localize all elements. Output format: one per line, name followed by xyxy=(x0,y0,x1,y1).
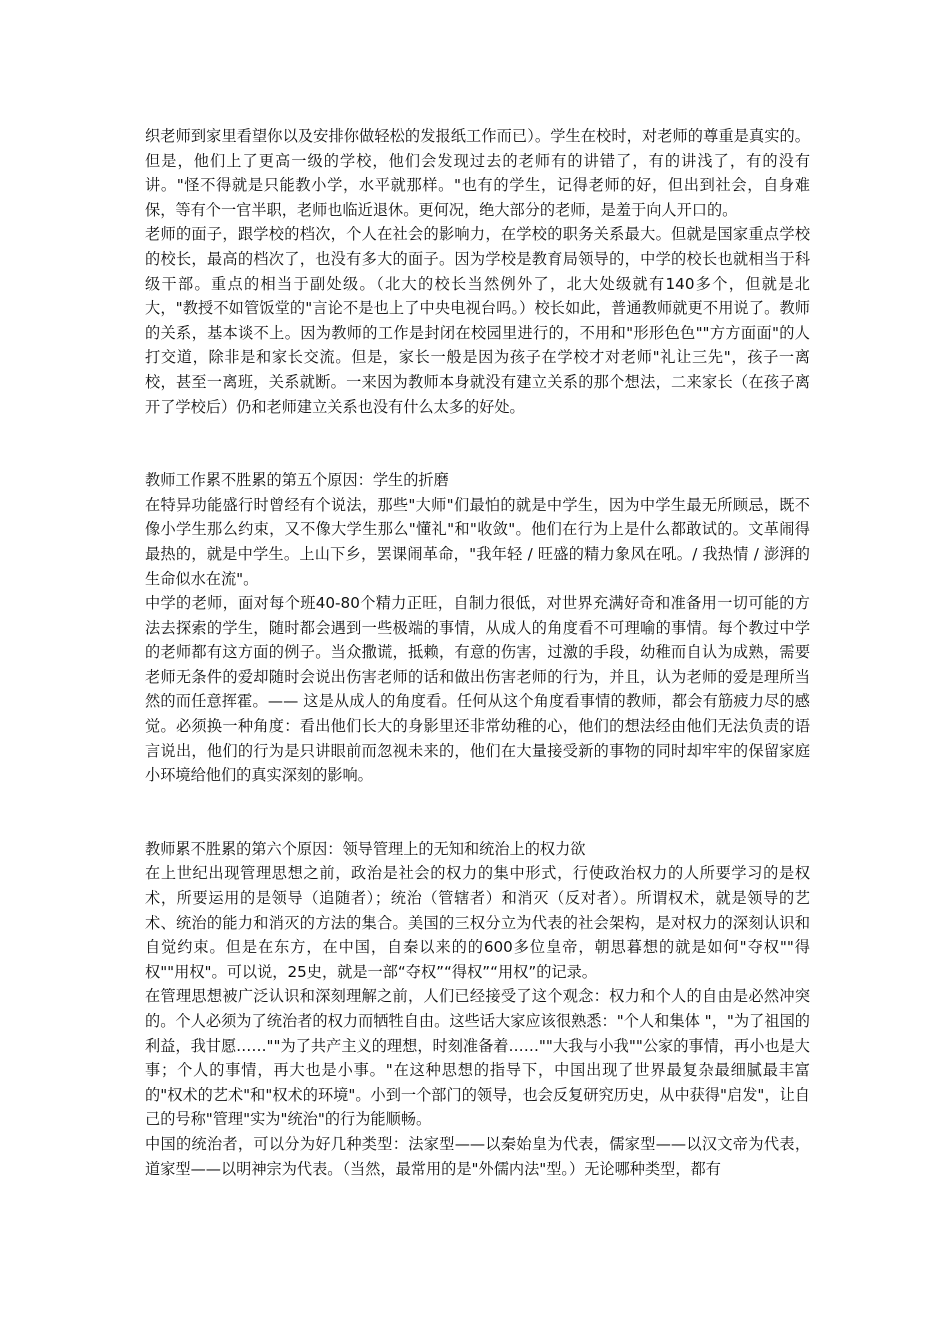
paragraph-ruler-types: 中国的统治者，可以分为好几种类型：法家型——以秦始皇为代表，儒家型——以汉文帝为代表，道家型——以明神宗为代表。（当然，最常用的是"外儒内法"型。）无论哪种类型，都有 xyxy=(145,1134,810,1178)
section-heading-reason-five: 教师工作累不胜累的第五个原因：学生的折磨 xyxy=(145,471,449,490)
paragraph-teacher-respect: 织老师到家里看望你以及安排你做轻松的发报纸工作而已）。学生在校时，对老师的尊重是真实的。但是，他们上了更高一级的学校，他们会发现过去的老师有的讲错了，有的讲浅了，有的没有讲。"怪不得就是只能教小学，水平就那样。"也有的学生，记得老师的好，但出到社会，自身难保，等有个一官半职，老师也临近退休。更何况，绝大部分的老师，是羞于向人开口的。 xyxy=(145,127,810,219)
document-body xyxy=(145,124,810,1181)
paragraph-middle-school-students: 在特异功能盛行时曾经有个说法，那些"大师"们最怕的就是中学生，因为中学生最无所顾忌，既不像小学生那么约束，又不像大学生那么"懂礼"和"收敛"。他们在行为上是什么都敢试的。文革闹得最热的，就是中学生。上山下乡，罢课闹革命，"我年轻 / 旺盛的精力象风在吼。/ 我热情 / 澎湃的生命似水在流"。 xyxy=(145,495,810,588)
paragraph-management-thought: 在管理思想被广泛认识和深刻理解之前，人们已经接受了这个观念：权力和个人的自由是必然冲突的。个人必须为了统治者的权力而牺牲自由。这些话大家应该很熟悉："个人和集体 "，"为了祖国的利益，我甘愿……""为了共产主义的理想，时刻准备着……""大我与小我""公家的事情，再小也是大事；个人的事情，再大也是小事。"在这种思想的指导下，中国出现了世界最复杂最细腻最丰富的"权术的艺术"和"权术的环境"。小到一个部门的领导，也会反复研究历史，从中获得"启发"，让自己的号称"管理"实为"统治"的行为能顺畅。 xyxy=(145,987,810,1129)
paragraph-political-power: 在上世纪出现管理思想之前，政治是社会的权力的集中形式，行使政治权力的人所要学习的是权术，所要运用的是领导（追随者）；统治（管辖者）和消灭（反对者）。所谓权术，就是领导的艺术、统治的能力和消灭的方法的集合。美国的三权分立为代表的社会架构，是对权力的深刻认识和自觉约束。但是在东方，在中国，自秦以来的的600多位皇帝，朝思暮想的就是如何"夺权""得权""用权"。可以说，25史，就是一部“夺权”“得权”“用权”的记录。 xyxy=(145,864,810,981)
section-spacer xyxy=(145,419,810,468)
paragraph-middle-school-teachers: 中学的老师，面对每个班40-80个精力正旺，自制力很低，对世界充满好奇和准备用一切可能的方法去探索的学生，随时都会遇到一些极端的事情，从成人的角度看不可理喻的事情。每个教过中学的老师都有这方面的例子。当众撒谎，抵赖，有意的伤害，过激的手段，幼稚而自认为成熟，需要老师无条件的爱却随时会说出伤害老师的话和做出伤害老师的行为，并且，认为老师的爱是理所当然的而任意挥霍。—— 这是从成人的角度看。任何从这个角度看事情的教师，都会有筋疲力尽的感觉。必须换一种角度：看出他们长大的身影里还非常幼稚的心，他们的想法经由他们无法负责的语言说出，他们的行为是只讲眼前而忽视未来的，他们在大量接受新的事物的同时却牢牢的保留家庭小环境给他们的真实深刻的影响。 xyxy=(145,594,810,785)
section-heading-reason-six: 教师累不胜累的第六个原因：领导管理上的无知和统治上的权力欲 xyxy=(145,839,586,858)
section-spacer xyxy=(145,788,810,837)
paragraph-teacher-face: 老师的面子，跟学校的档次，个人在社会的影响力，在学校的职务关系最大。但就是国家重点学校的校长，最高的档次了，也没有多大的面子。因为学校是教育局领导的，中学的校长也就相当于科级干部。重点的相当于副处级。（北大的校长当然例外了，北大处级就有140多个，但就是北大，"教授不如管饭堂的"言论不是也上了中央电视台吗。）校长如此，普通教师就更不用说了。教师的关系，基本谈不上。因为教师的工作是封闭在校园里进行的，不用和"形形色色""方方面面"的人打交道，除非是和家长交流。但是，家长一般是因为孩子在学校才对老师"礼让三先"，孩子一离校，甚至一离班，关系就断。一来因为教师本身就没有建立关系的那个想法，二来家长（在孩子离开了学校后）仍和老师建立关系也没有什么太多的好处。 xyxy=(145,225,810,416)
